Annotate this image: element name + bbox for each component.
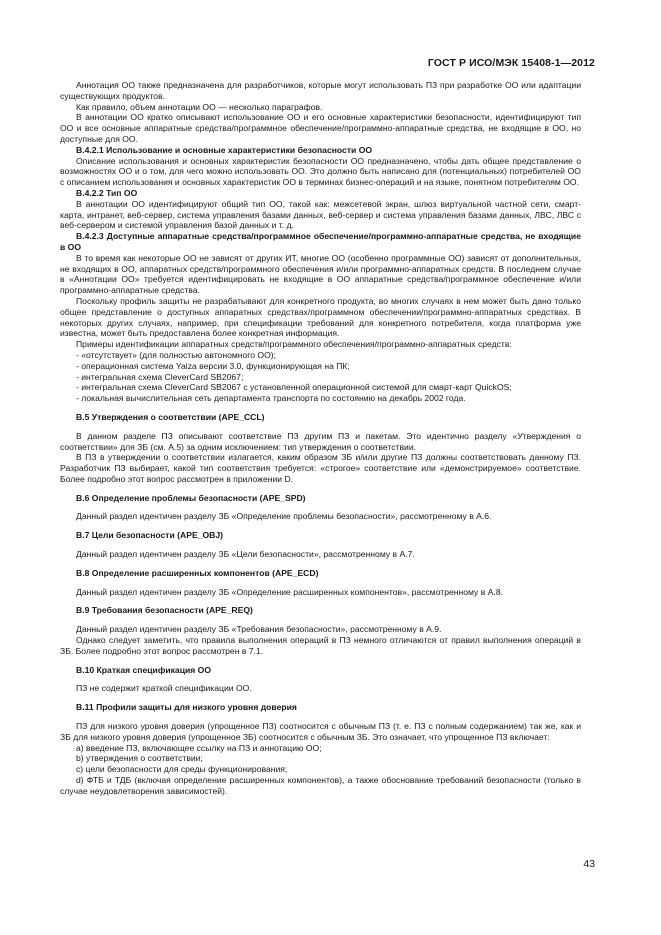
page-body [60,80,581,797]
section-heading: B.8 Определение расширенных компонентов (APE_ECD) [76,567,319,578]
paragraph: Данный раздел идентичен разделу ЗБ «Требования безопасности», рассмотренному в A.9. [76,624,442,635]
paragraph: В аннотации ОО идентифицируют общий тип ОО, такой как: межсетевой экран, шлюз виртуальной частной сети, смарт-карта, интранет, веб-сервер, система управления базами данных, веб-сервер и система управления базами данных, ЛВС, ЛВС с веб-сервером и системой управления базой данных и т. д. [60,198,581,231]
paragraph: Как правило, объем аннотации ОО — несколько параграфов. [76,101,323,112]
paragraph: В то время как некоторые ОО не зависят от других ИТ, многие ОО (особенно программные ОО) зависят от дополнительных, не входящих в ОО, аппаратных средств/программного обеспечения и/или программно-аппаратных средств. В последнем случае в «Аннотации ОО» требуется идентифицировать не входящие в ОО аппаратные средства/программное обеспечение и/или программно-аппаратные средства. [60,252,581,296]
paragraph: Примеры идентификации аппаратных средств/программного обеспечения/программно-аппаратных средств: [76,339,512,350]
list-item: a) введение ПЗ, включающее ссылку на ПЗ и аннотацию ОО; [76,742,322,753]
paragraph: Описание использования и основных характеристик безопасности ОО предназначено, чтобы дать общее представление о возможностях ОО и о том, для чего можно использовать ОО. Это должно быть написано для (потенциальных) потребителей ОО с описанием использования и основных характеристик ОО в терминах бизнес-операций и на языке, понятном потребителям ОО. [60,155,581,188]
paragraph: Данный раздел идентичен разделу ЗБ «Цели безопасности», рассмотренному в A.7. [76,549,415,560]
list-item: - интегральная схема CleverCard SB2067; [76,371,244,382]
paragraph: ПЗ не содержит краткой спецификации ОО. [76,683,252,694]
subsection-heading: B.4.2.1 Использование и основные характеристики безопасности ОО [76,144,373,155]
list-item: - операционная система Yaiza версии 3.0, функционирующая на ПК; [76,360,350,371]
paragraph: В данном разделе ПЗ описывают соответствие ПЗ другим ПЗ и пакетам. Это идентично разделу «Утверждения о соответствии» для ЗБ (см. A.5) за одним исключением: тип утверждения о соответствии. [60,430,581,452]
section-heading: B.10 Краткая спецификация ОО [76,664,212,675]
list-item: - локальная вычислительная сеть департамента транспорта по состоянию на декабрь 2002 года. [76,393,466,404]
page-number: 43 [583,858,595,870]
subsection-heading: B.4.2.2 Тип ОО [76,187,138,198]
paragraph: ПЗ для низкого уровня доверия (упрощенное ПЗ) соотносится с обычным ПЗ (т. е. ПЗ с полным содержанием) так же, как и ЗБ для низкого уровня доверия (упрощенное ЗБ) соотносится с обычным ЗБ. Это означает, что упрощенное ПЗ включает: [60,721,581,742]
paragraph: Аннотация ОО также предназначена для разработчиков, которые могут использовать ПЗ при разработке ОО или адаптации существующих продуктов. [60,80,581,101]
section-heading: B.9 Требования безопасности (APE_REQ) [76,605,253,616]
section-heading: B.6 Определение проблемы безопасности (APE_SPD) [76,492,306,503]
list-item: c) цели безопасности для среды функционирования; [76,764,288,775]
section-heading: B.11 Профили защиты для низкого уровня доверия [76,702,297,713]
paragraph: Поскольку профиль защиты не разрабатывают для конкретного продукта, во многих случаях в нем может быть дано только общее представление о доступных аппаратных средствах/программном обеспечении/программно-аппаратных средствах. В некоторых других случаях, например, при спецификации требований для конкретного потребителя, когда платформа уже известна, может быть предоставлена более конкретная информация. [60,295,581,339]
list-item: d) ФТБ и ТДБ (включая определение расширенных компонентов), а также обоснование требований безопасности (только в случае неудовлетворения зависимостей). [60,775,581,796]
list-item: - «отсутствует» (для полностью автономного ОО); [76,349,277,360]
paragraph: В ПЗ в утверждении о соответствии излагается, каким образом ЗБ и/или другие ПЗ должны соответствовать данному ПЗ. Разработчик ПЗ выбирает, какой тип соответствия требуется: «строгое» соответствие или «демонстрируемое» соответствие. Более подробно этот вопрос рассмотрен в приложении D. [60,452,581,484]
paragraph: Однако следует заметить, что правила выполнения операций в ПЗ немного отличаются от правил выполнения операций в ЗБ. Более подробно этот вопрос рассмотрен в 7.1. [60,635,581,656]
section-heading: B.7 Цели безопасности (APE_OBJ) [76,530,224,541]
paragraph: В аннотации ОО кратко описывают использование ОО и его основные характеристики безопасности, идентифицируют тип ОО и все основные аппаратные средства/программное обеспечение/программно-аппаратные средства, не входящие в ОО, но доступные для ОО. [60,112,581,144]
page-header: ГОСТ Р ИСО/МЭК 15408-1—2012 [427,57,595,69]
list-item: - интегральная схема CleverCard SB2067 с установленной операционной системой для смарт-карт QuickOS; [76,382,512,393]
list-item: b) утверждения о соответствии; [76,753,203,764]
paragraph: Данный раздел идентичен разделу ЗБ «Определение проблемы безопасности», рассмотренному в A.6. [76,511,492,522]
section-heading: B.5 Утверждения о соответствии (APE_CCL) [76,411,265,422]
paragraph: Данный раздел идентичен разделу ЗБ «Определение расширенных компонентов», рассмотренному в A.8. [76,586,503,597]
subsection-heading: B.4.2.3 Доступные аппаратные средства/программное обеспечение/программно-аппаратные средства, не входящие в ОО [60,231,581,252]
